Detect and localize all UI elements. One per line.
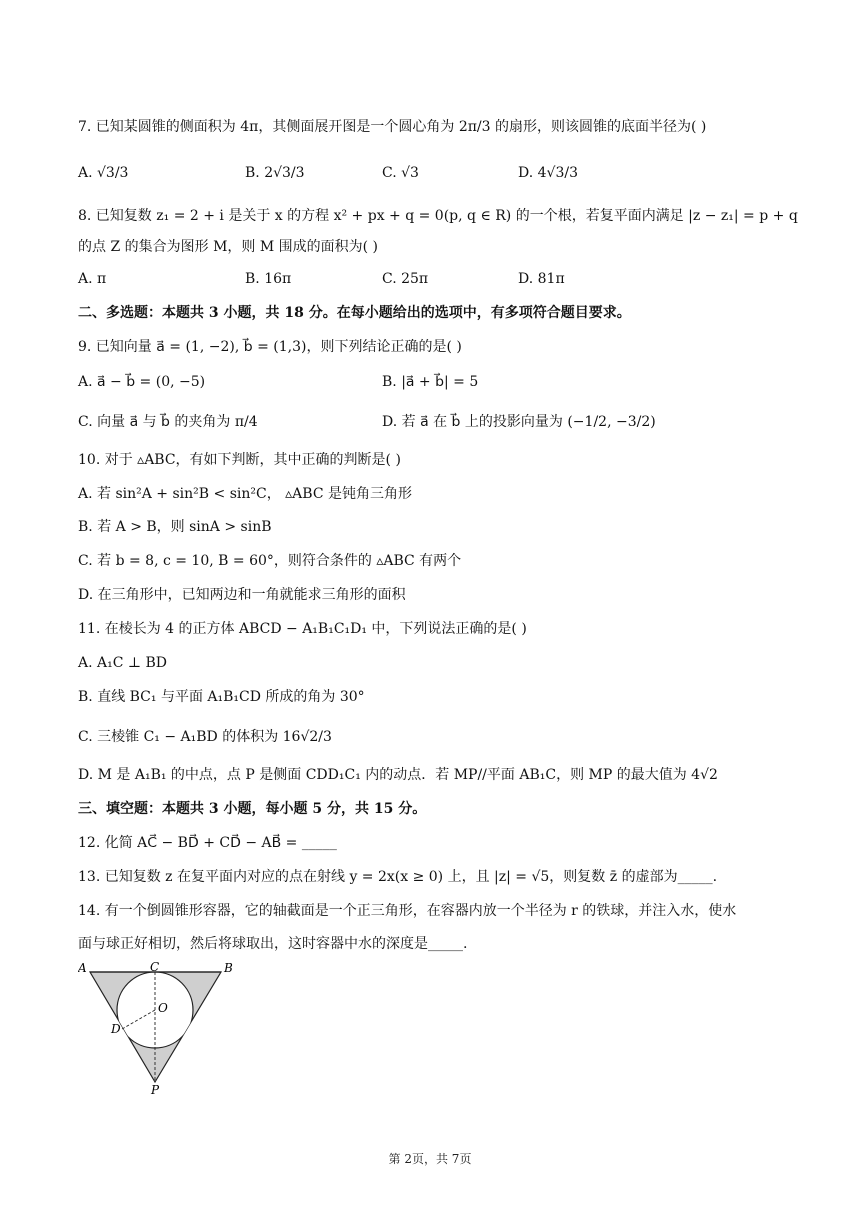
- option-8a: A. π: [78, 271, 107, 287]
- label-c: C: [150, 960, 160, 974]
- option-10b: B. 若 A > B，则 sinA > sinB: [78, 519, 272, 535]
- option-7a: A. √3/3: [78, 165, 129, 181]
- cone-sphere-figure: [78, 960, 248, 1095]
- option-9d: D. 若 a⃗ 在 b⃗ 上的投影向量为 (−1/2, −3/2): [382, 414, 656, 430]
- option-10a: A. 若 sin²A + sin²B < sin²C， ▵ABC 是钝角三角形: [78, 486, 413, 502]
- option-7c: C. √3: [382, 165, 419, 181]
- option-8c: C. 25π: [382, 271, 429, 287]
- option-7b: B. 2√3/3: [245, 165, 305, 181]
- question-10: 10. 对于 ▵ABC，有如下判断，其中正确的判断是( ): [78, 452, 401, 468]
- option-11c: C. 三棱锥 C₁ − A₁BD 的体积为 16√2/3: [78, 729, 332, 745]
- option-7d: D. 4√3/3: [518, 165, 578, 181]
- question-14-line-1: 14. 有一个倒圆锥形容器，它的轴截面是一个正三角形，在容器内放一个半径为 r 的铁球，并注入水，使水: [78, 903, 737, 919]
- section-2-header: 二、多选题：本题共 3 小题，共 18 分。在每小题给出的选项中，有多项符合题目要求。: [78, 305, 631, 321]
- option-11d: D. M 是 A₁B₁ 的中点，点 P 是侧面 CDD₁C₁ 内的动点．若 MP//平面 AB₁C，则 MP 的最大值为 4√2: [78, 767, 718, 783]
- option-9a: A. a⃗ − b⃗ = (0, −5): [78, 374, 206, 390]
- label-o: O: [158, 1001, 168, 1015]
- question-9: 9. 已知向量 a⃗ = (1, −2), b⃗ = (1,3)，则下列结论正确的是( ): [78, 339, 462, 355]
- section-3-header: 三、填空题：本题共 3 小题，每小题 5 分，共 15 分。: [78, 801, 427, 817]
- question-12: 12. 化简 AC⃗ − BD⃗ + CD⃗ − AB⃗ = _____: [78, 835, 337, 851]
- option-11a: A. A₁C ⊥ BD: [78, 655, 168, 671]
- question-7: 7. 已知某圆锥的侧面积为 4π，其侧面展开图是一个圆心角为 2π/3 的扇形，则该圆锥的底面半径为( ): [78, 119, 707, 135]
- question-14-line-2: 面与球正好相切，然后将球取出，这时容器中水的深度是_____.: [78, 936, 468, 952]
- label-b: B: [224, 961, 233, 975]
- option-10d: D. 在三角形中，已知两边和一角就能求三角形的面积: [78, 587, 406, 603]
- question-13: 13. 已知复数 z 在复平面内对应的点在射线 y = 2x(x ≥ 0) 上，且 |z| = √5，则复数 z̄ 的虚部为_____.: [78, 869, 718, 885]
- option-9b: B. |a⃗ + b⃗| = 5: [382, 374, 479, 390]
- option-9c: C. 向量 a⃗ 与 b⃗ 的夹角为 π/4: [78, 414, 258, 430]
- question-11: 11. 在棱长为 4 的正方体 ABCD − A₁B₁C₁D₁ 中，下列说法正确的是( ): [78, 621, 527, 637]
- option-8b: B. 16π: [245, 271, 292, 287]
- label-d: D: [111, 1022, 121, 1036]
- question-8-line-2: 的点 Z 的集合为图形 M，则 M 围成的面积为( ): [78, 239, 379, 255]
- option-10c: C. 若 b = 8, c = 10, B = 60°，则符合条件的 ▵ABC 有两个: [78, 553, 462, 569]
- label-p: P: [151, 1083, 160, 1095]
- question-8-line-1: 8. 已知复数 z₁ = 2 + i 是关于 x 的方程 x² + px + q = 0(p, q ∈ R) 的一个根，若复平面内满足 |z − z₁| = p + q: [78, 208, 798, 224]
- page-footer: 第 2页，共 7页: [388, 1152, 472, 1166]
- option-11b: B. 直线 BC₁ 与平面 A₁B₁CD 所成的角为 30°: [78, 689, 365, 705]
- option-8d: D. 81π: [518, 271, 565, 287]
- label-a: A: [78, 961, 87, 975]
